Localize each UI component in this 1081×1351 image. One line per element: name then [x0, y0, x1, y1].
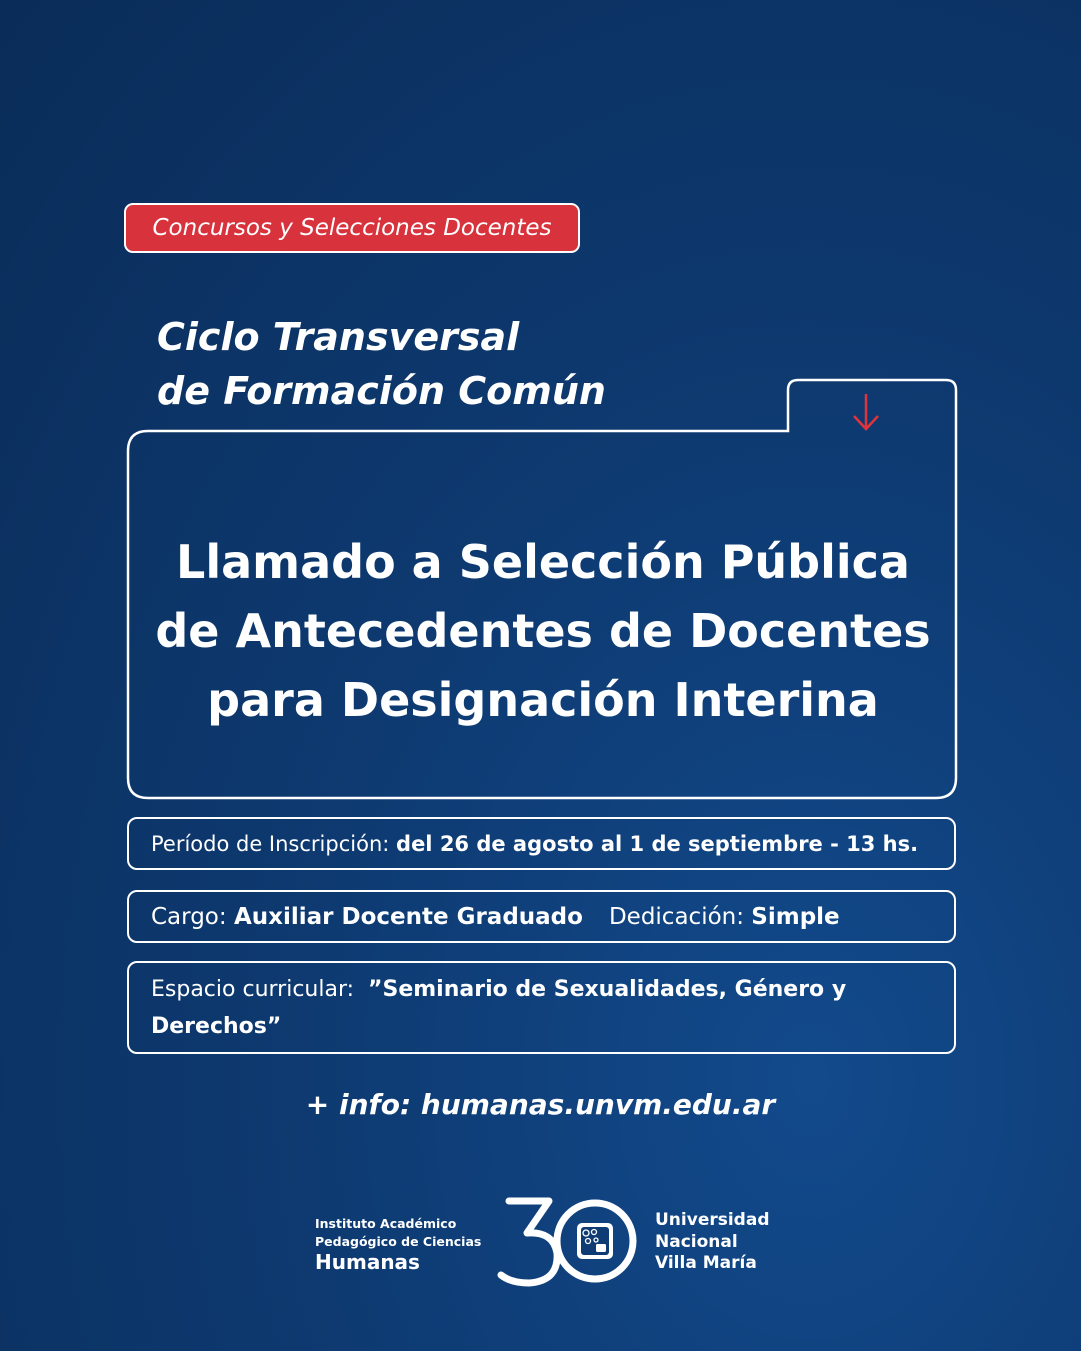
institute-line2: Pedagógico de Ciencias: [315, 1234, 482, 1249]
main-title: [140, 528, 946, 735]
period-value: del 26 de agosto al 1 de septiembre - 13 hs.: [396, 831, 919, 856]
registration-period-box: [127, 817, 956, 870]
espacio-label: Espacio curricular:: [151, 976, 355, 1002]
institute-logo-text: [315, 1215, 500, 1273]
institute-line1: Instituto Académico: [315, 1216, 457, 1231]
university-line1: Universidad: [655, 1210, 770, 1230]
institute-line3: Humanas: [315, 1250, 420, 1274]
cycle-title-line2: de Formación Común: [157, 369, 606, 413]
espacio-value: ”Seminario de Sexualidades, Género y Derechos”: [151, 976, 847, 1039]
category-tag: [124, 203, 580, 253]
more-info-link[interactable]: + info: humanas.unvm.edu.ar: [305, 1088, 776, 1121]
period-label: Período de Inscripción:: [151, 831, 390, 856]
cargo-value: Auxiliar Docente Graduado: [233, 903, 583, 930]
cargo-label: Cargo:: [151, 903, 227, 930]
dedicacion-label: Dedicación:: [608, 903, 744, 930]
arrow-down-icon: [854, 394, 878, 429]
main-title-line2: de Antecedentes de Docentes: [155, 604, 931, 658]
cycle-title-line1: Ciclo Transversal: [157, 315, 520, 359]
category-tag-label: Concursos y Selecciones Docentes: [152, 215, 552, 241]
dedicacion-value: Simple: [751, 903, 840, 930]
university-line3: Villa María: [655, 1253, 757, 1273]
curricular-space-box: [127, 961, 956, 1054]
main-title-line1: Llamado a Selección Pública: [176, 535, 910, 589]
30-anniversary-logo: [497, 1193, 645, 1289]
main-title-line3: para Designación Interina: [207, 673, 879, 727]
position-box: [127, 890, 956, 943]
university-logo-text: [655, 1210, 795, 1275]
university-line2: Nacional: [655, 1231, 738, 1252]
